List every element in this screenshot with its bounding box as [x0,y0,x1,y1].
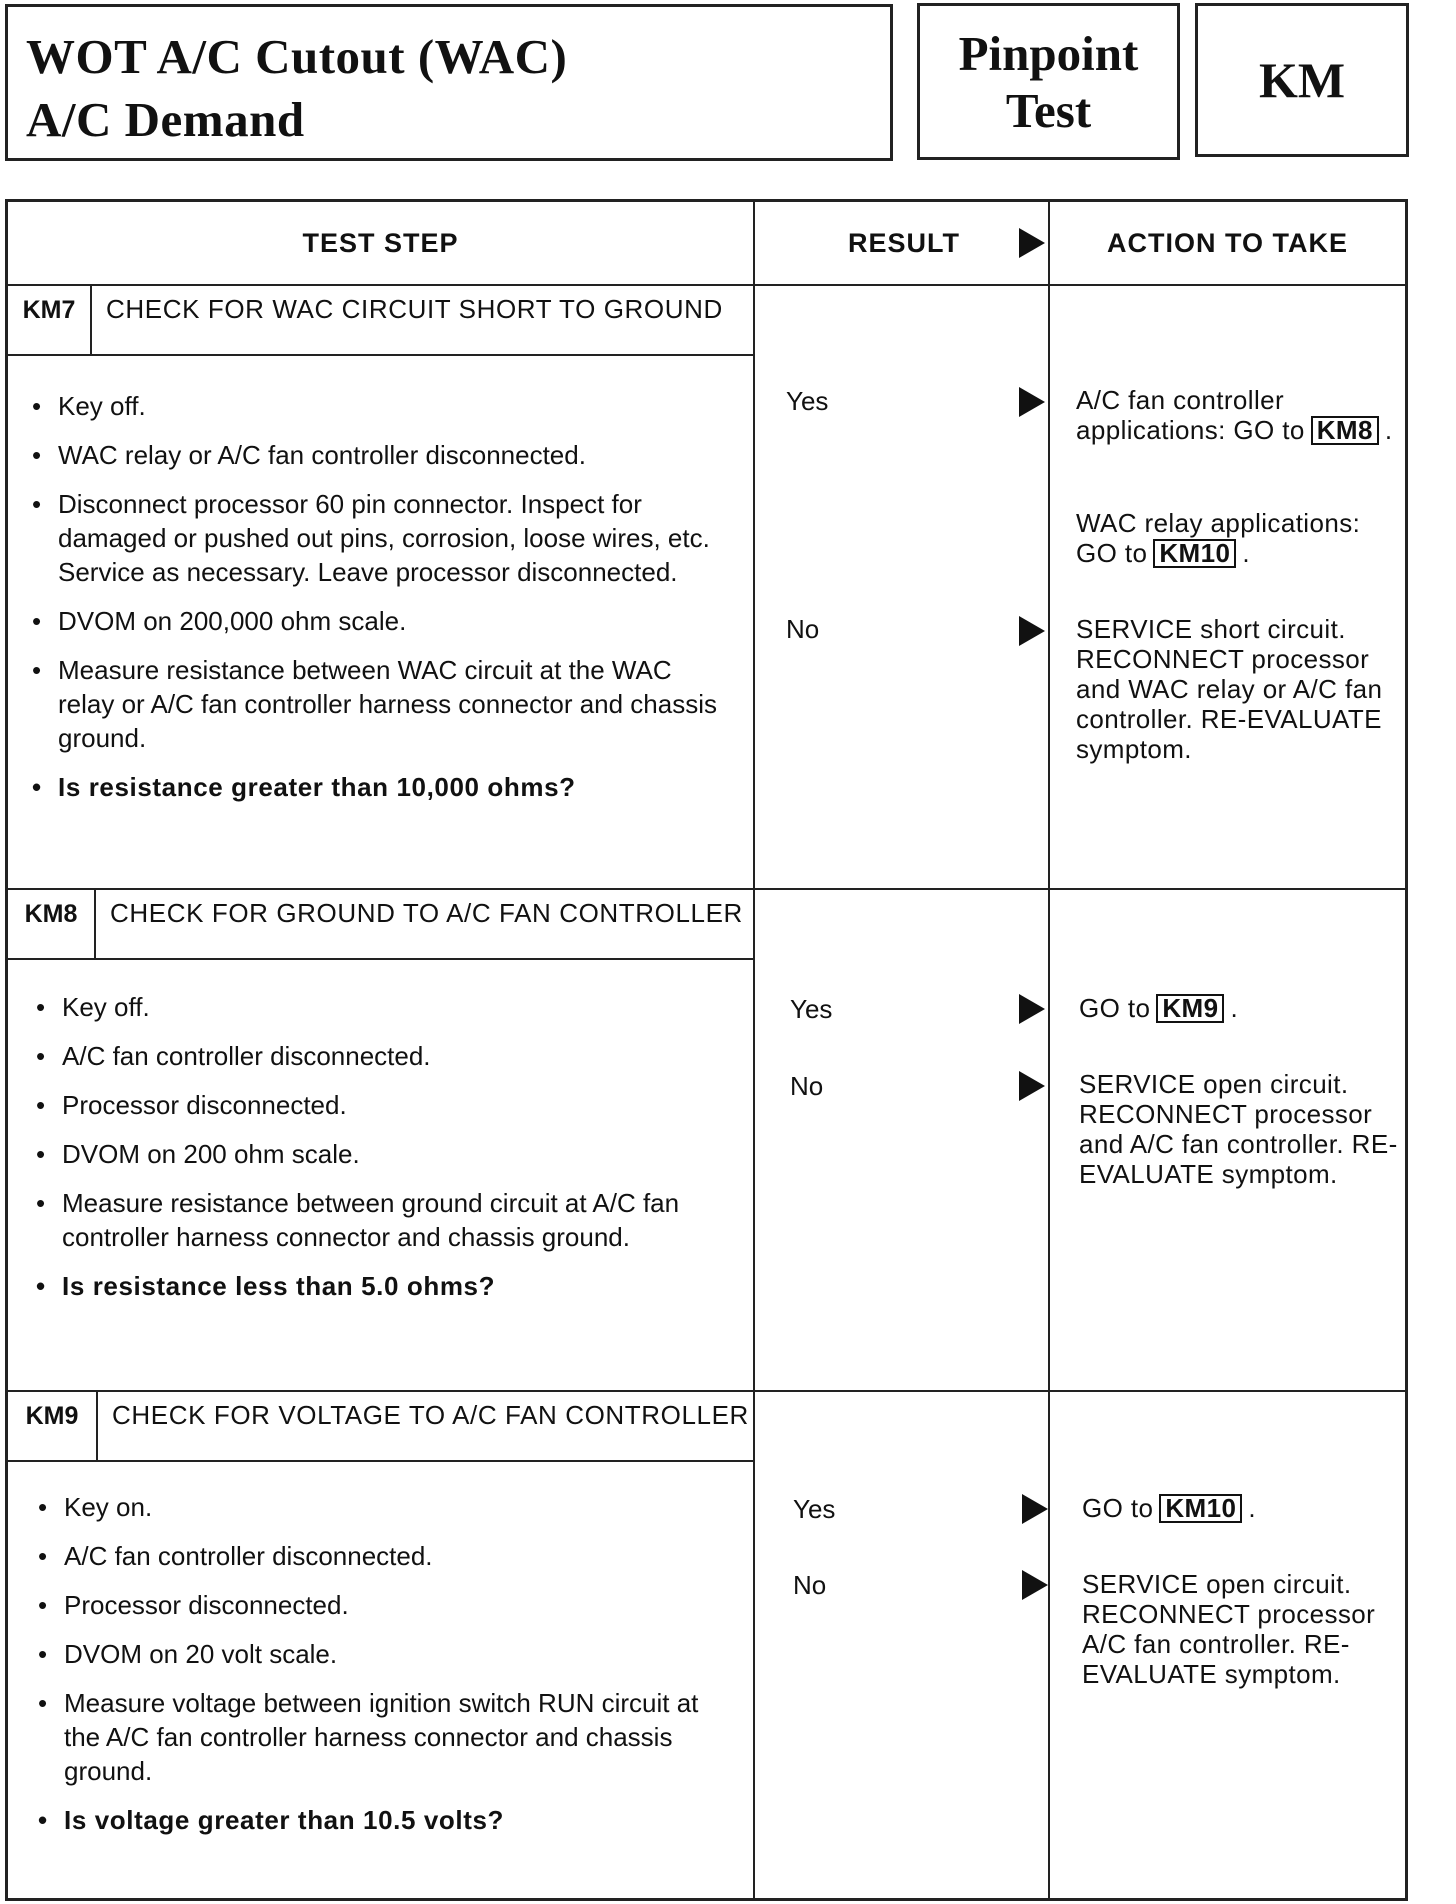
action-yes: GO to KM9 . [1079,993,1239,1023]
list-item: • A/C fan controller disconnected. [32,1039,732,1073]
step-instructions [32,990,732,1318]
action-text: GO to [1082,1493,1154,1523]
page-title: WOT A/C Cutout (WAC) [26,29,568,84]
step-instructions [34,1490,734,1852]
list-item: • Key on. [34,1490,734,1524]
step-title: CHECK FOR GROUND TO A/C FAN CONTROLLER [96,890,753,960]
column-header-test-step: TEST STEP [302,227,459,258]
list-item: • Disconnect processor 60 pin connector. Inspect for damaged or pushed out pins, corrosion, loose wires, etc. Service as necessary. Leave processor disconnected. [28,487,728,589]
step-question: • Is resistance less than 5.0 ohms? [32,1269,732,1303]
action-text: A/C fan controller applications: GO to [1076,385,1305,445]
list-item: • Measure resistance between ground circuit at A/C fan controller harness connector and chassis ground. [32,1186,732,1254]
step-reference-km9[interactable]: KM9 [1156,994,1224,1023]
title-box [5,4,893,161]
result-arrow-icon [1019,228,1045,258]
step-number: KM8 [8,890,96,960]
action-text: WAC relay applications: GO to [1076,508,1361,568]
step-reference-km10[interactable]: KM10 [1153,539,1236,568]
pinpoint-test-table [5,199,1408,1901]
result-yes: Yes [786,386,829,416]
arrow-icon [1019,994,1045,1024]
arrow-icon [1022,1570,1048,1600]
test-step-row-km8 [8,890,1405,1390]
list-item: • DVOM on 200,000 ohm scale. [28,604,728,638]
result-yes: Yes [790,994,833,1024]
list-item: • Processor disconnected. [34,1588,734,1622]
pinpoint-test-label-box [917,3,1180,160]
result-no: No [786,614,820,644]
list-item: • DVOM on 20 volt scale. [34,1637,734,1671]
list-item: • DVOM on 200 ohm scale. [32,1137,732,1171]
step-instructions [28,389,728,819]
list-item: • Processor disconnected. [32,1088,732,1122]
arrow-icon [1019,1071,1045,1101]
list-item: • Key off. [28,389,728,423]
arrow-icon [1019,387,1045,417]
step-title: CHECK FOR VOLTAGE TO A/C FAN CONTROLLER [98,1392,753,1462]
action-no: SERVICE open circuit. RECONNECT processor and A/C fan controller. RE-EVALUATE symptom. [1079,1069,1398,1189]
action-text: GO to [1079,993,1151,1023]
result-no: No [793,1570,827,1600]
arrow-icon [1022,1494,1048,1524]
step-reference-km10[interactable]: KM10 [1159,1494,1242,1523]
step-number: KM9 [8,1392,98,1462]
list-item: • Key off. [32,990,732,1024]
list-item: • WAC relay or A/C fan controller disconnected. [28,438,728,472]
result-no: No [790,1071,824,1101]
test-step-row-km9 [8,1392,1405,1898]
test-code-box [1195,3,1409,157]
pinpoint-label: Pinpoint [958,25,1139,81]
list-item: • Measure resistance between WAC circuit at the WAC relay or A/C fan controller harness connector and chassis ground. [28,653,728,755]
test-step-row-km7 [8,286,1405,888]
list-item: • Measure voltage between ignition switch RUN circuit at the A/C fan controller harness connector and chassis ground. [34,1686,734,1788]
action-yes: GO to KM10 . [1082,1493,1256,1523]
step-question: • Is resistance greater than 10,000 ohms? [28,770,728,804]
page-subtitle: A/C Demand [26,92,305,147]
action-no: SERVICE open circuit. RECONNECT processor A/C fan controller. RE-EVALUATE symptom. [1082,1569,1376,1689]
result-label: RESULT [848,227,960,258]
test-label: Test [1005,82,1092,138]
action-yes-a: A/C fan controller applications: GO to KM8 . [1076,385,1393,445]
action-no: SERVICE short circuit. RECONNECT processor and WAC relay or A/C fan controller. RE-EVALUATE symptom. [1076,614,1383,764]
column-header-result [753,202,1048,284]
step-number: KM7 [8,286,92,356]
list-item: • A/C fan controller disconnected. [34,1539,734,1573]
column-header-action: ACTION TO TAKE [1107,227,1348,258]
test-code: KM [1258,52,1346,108]
result-yes: Yes [793,1494,836,1524]
action-yes-b: WAC relay applications: GO to KM10 . [1076,508,1361,568]
step-title: CHECK FOR WAC CIRCUIT SHORT TO GROUND [92,286,753,356]
arrow-icon [1019,616,1045,646]
step-question: • Is voltage greater than 10.5 volts? [34,1803,734,1837]
step-reference-km8[interactable]: KM8 [1311,416,1379,445]
